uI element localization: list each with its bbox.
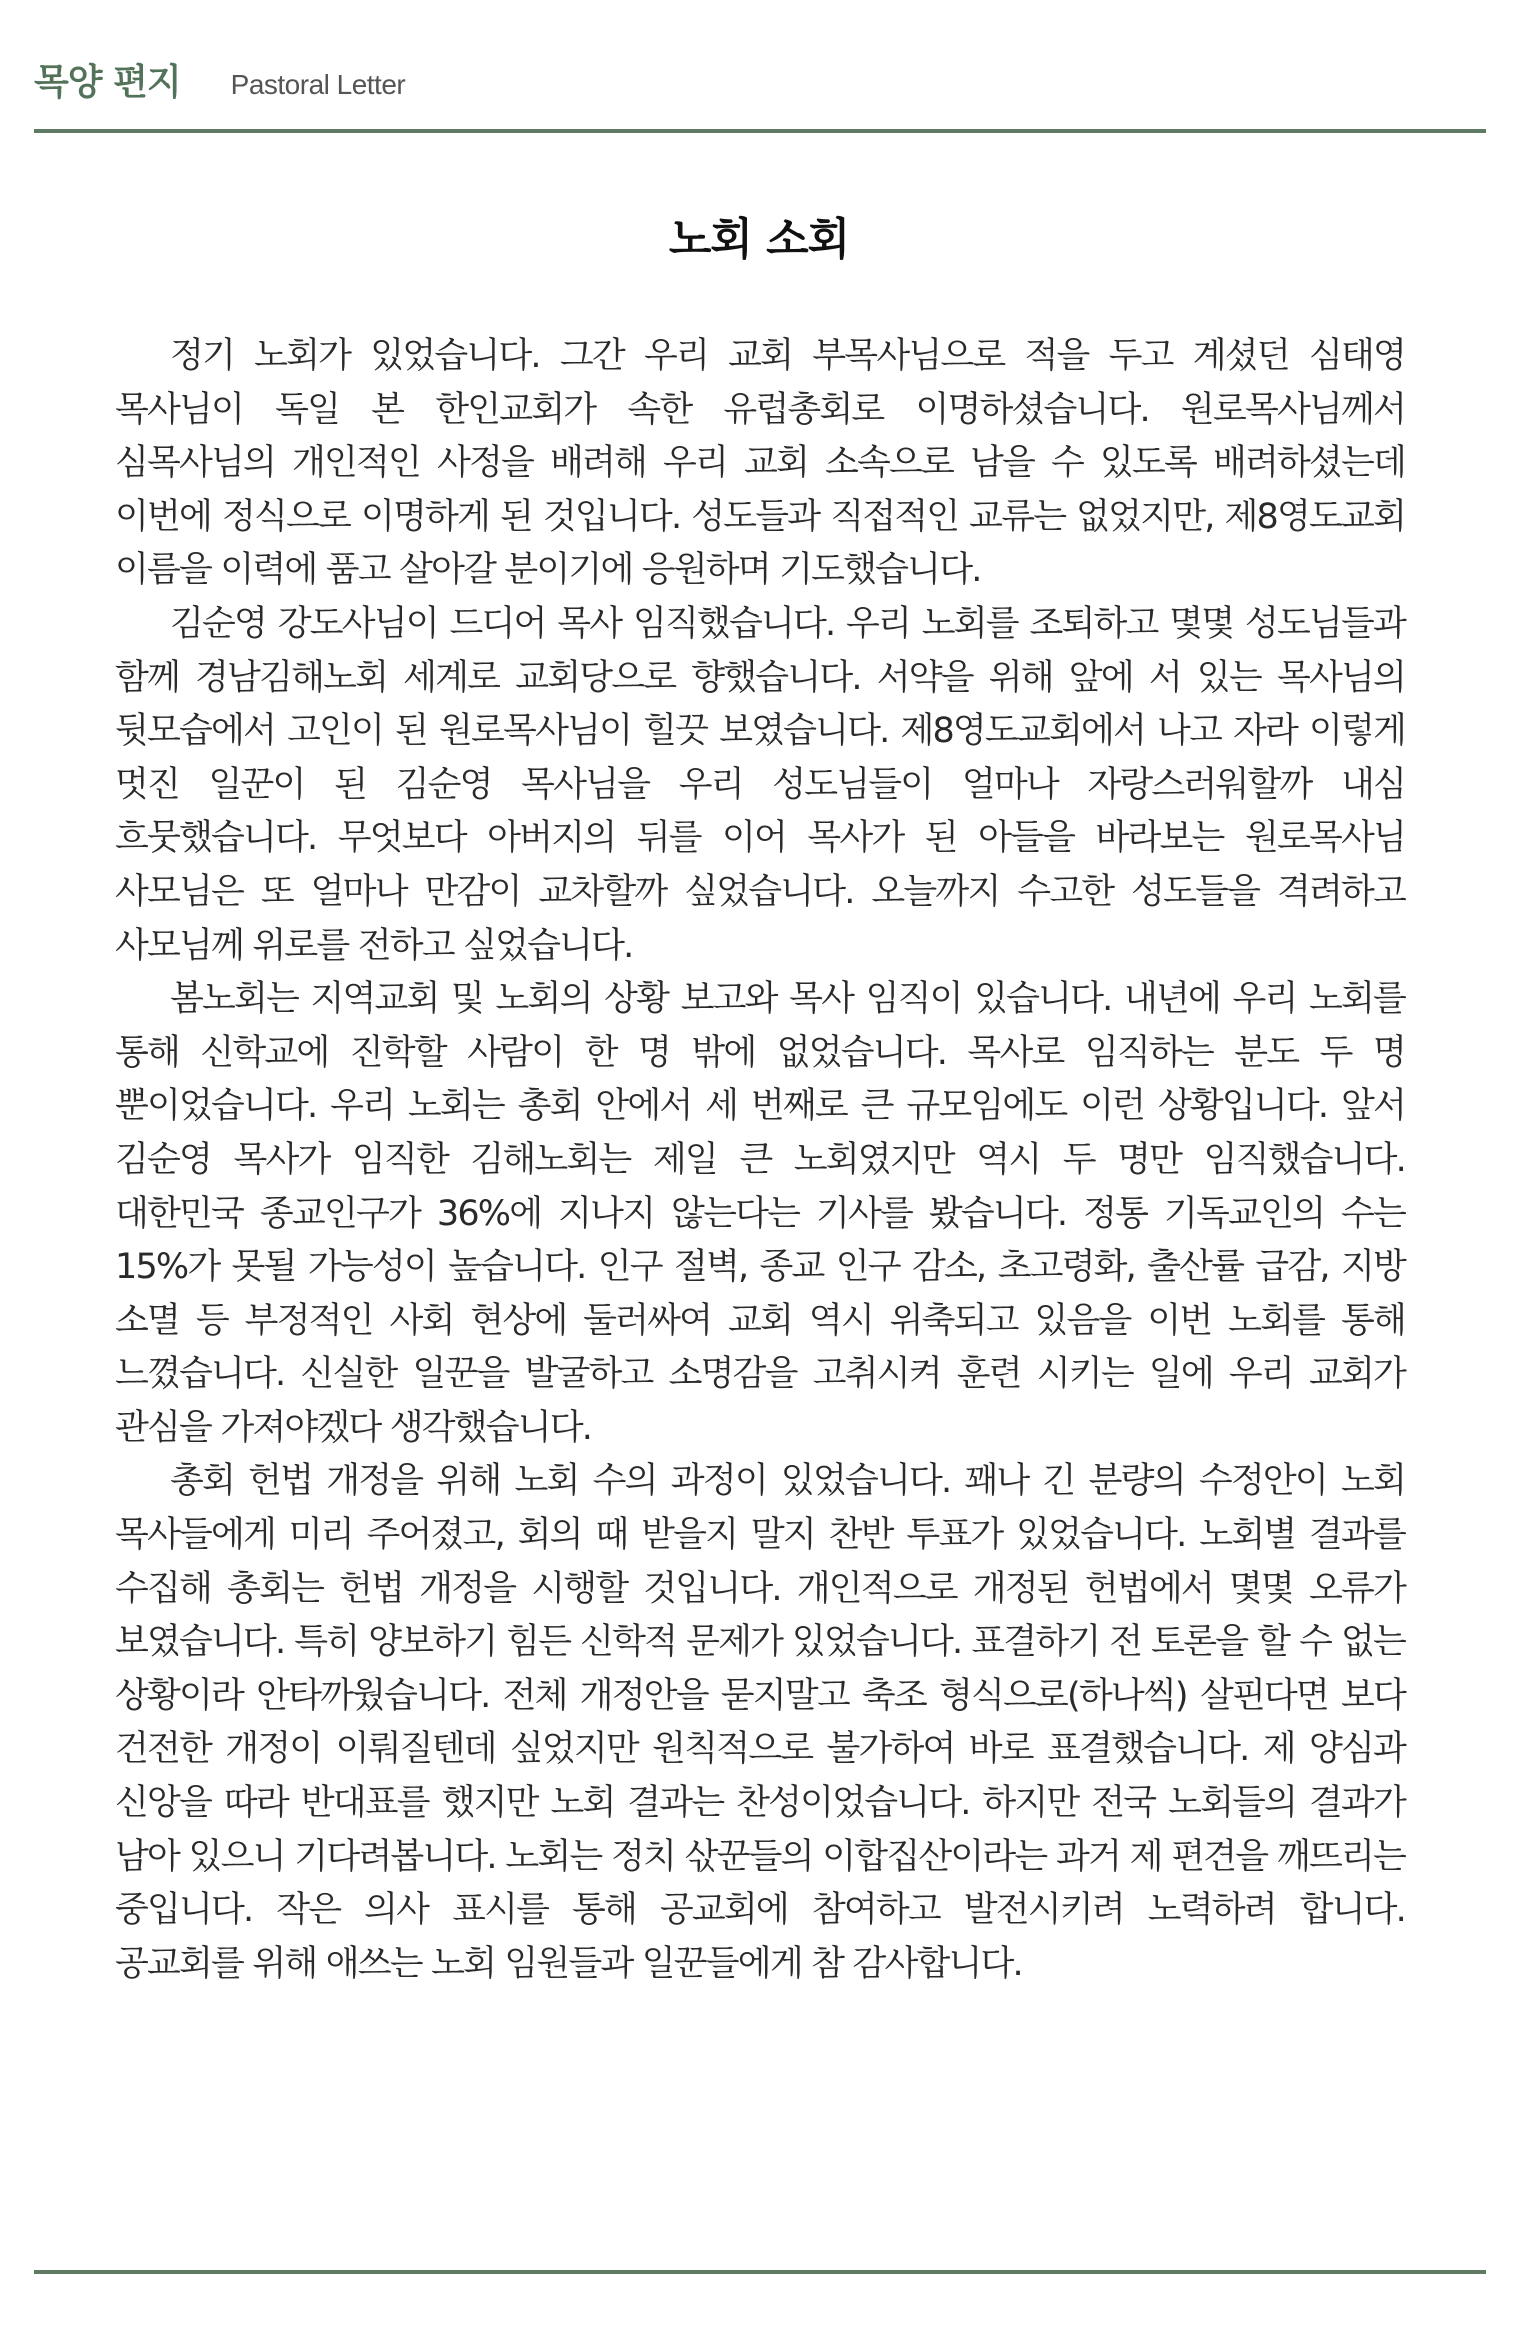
header-title: 목양 편지: [34, 62, 181, 103]
article-paragraph: 김순영 강도사님이 드디어 목사 임직했습니다. 우리 노회를 조퇴하고 몇몇 성도님들과 함께 경남김해노회 세계로 교회당으로 향했습니다. 서약을 위해 앞에 서 있는 목사님의 뒷모습에서 고인이 된 원로목사님이 힐끗 보였습니다. 제8영도교회에서 나고 자라 이렇게 멋진 일꾼이 된 김순영 목사님을 우리 성도님들이 얼마나 자랑스러워할까 내심 흐뭇했습니다. 무엇보다 아버지의 뒤를 이어 목사가 된 아들을 바라보는 원로목사님 사모님은 또 얼마나 만감이 교차할까 싶었습니다. 오늘까지 수고한 성도들을 격려하고 사모님께 위로를 전하고 싶었습니다.: [115, 603, 1405, 966]
article-paragraph: 정기 노회가 있었습니다. 그간 우리 교회 부목사님으로 적을 두고 계셨던 심태영 목사님이 독일 본 한인교회가 속한 유럽총회로 이명하셨습니다. 원로목사님께서 심목사님의 개인적인 사정을 배려해 우리 교회 소속으로 남을 수 있도록 배려하셨는데 이번에 정식으로 이명하게 된 것입니다. 성도들과 직접적인 교류는 없었지만, 제8영도교회 이름을 이력에 품고 살아갈 분이기에 응원하며 기도했습니다.: [115, 336, 1405, 591]
article-title: 노회 소회: [668, 214, 850, 265]
footer-divider: [34, 2270, 1486, 2274]
header-subtitle: Pastoral Letter: [230, 69, 406, 100]
article-body: [115, 330, 1405, 1991]
page-header: [34, 54, 405, 105]
header-divider: [34, 129, 1486, 133]
article-paragraph: 봄노회는 지역교회 및 노회의 상황 보고와 목사 임직이 있습니다. 내년에 우리 노회를 통해 신학교에 진학할 사람이 한 명 밖에 없었습니다. 목사로 임직하는 분도 두 명 뿐이었습니다. 우리 노회는 총회 안에서 세 번째로 큰 규모임에도 이런 상황입니다. 앞서 김순영 목사가 임직한 김해노회는 제일 큰 노회였지만 역시 두 명만 임직했습니다. 대한민국 종교인구가 36%에 지나지 않는다는 기사를 봤습니다. 정통 기독교인의 수는 15%가 못될 가능성이 높습니다. 인구 절벽, 종교 인구 감소, 초고령화, 출산률 급감, 지방 소멸 등 부정적인 사회 현상에 둘러싸여 교회 역시 위축되고 있음을 이번 노회를 통해 느꼈습니다. 신실한 일꾼을 발굴하고 소명감을 고취시켜 훈련 시키는 일에 우리 교회가 관심을 가져야겠다 생각했습니다.: [115, 979, 1405, 1448]
article-paragraph: 총회 헌법 개정을 위해 노회 수의 과정이 있었습니다. 꽤나 긴 분량의 수정안이 노회 목사들에게 미리 주어졌고, 회의 때 받을지 말지 찬반 투표가 있었습니다. 노회별 결과를 수집해 총회는 헌법 개정을 시행할 것입니다. 개인적으로 개정된 헌법에서 몇몇 오류가 보였습니다. 특히 양보하기 힘든 신학적 문제가 있었습니다. 표결하기 전 토론을 할 수 없는 상황이라 안타까웠습니다. 전체 개정안을 묻지말고 축조 형식으로(하나씩) 살핀다면 보다 건전한 개정이 이뤄질텐데 싶었지만 원칙적으로 불가하여 바로 표결했습니다. 제 양심과 신앙을 따라 반대표를 했지만 노회 결과는 찬성이었습니다. 하지만 전국 노회들의 결과가 남아 있으니 기다려봅니다. 노회는 정치 삯꾼들의 이합집산이라는 과거 제 편견을 깨뜨리는 중입니다. 작은 의사 표시를 통해 공교회에 참여하고 발전시키려 노력하려 합니다. 공교회를 위해 애쓰는 노회 임원들과 일꾼들에게 참 감사합니다.: [115, 1461, 1405, 1984]
